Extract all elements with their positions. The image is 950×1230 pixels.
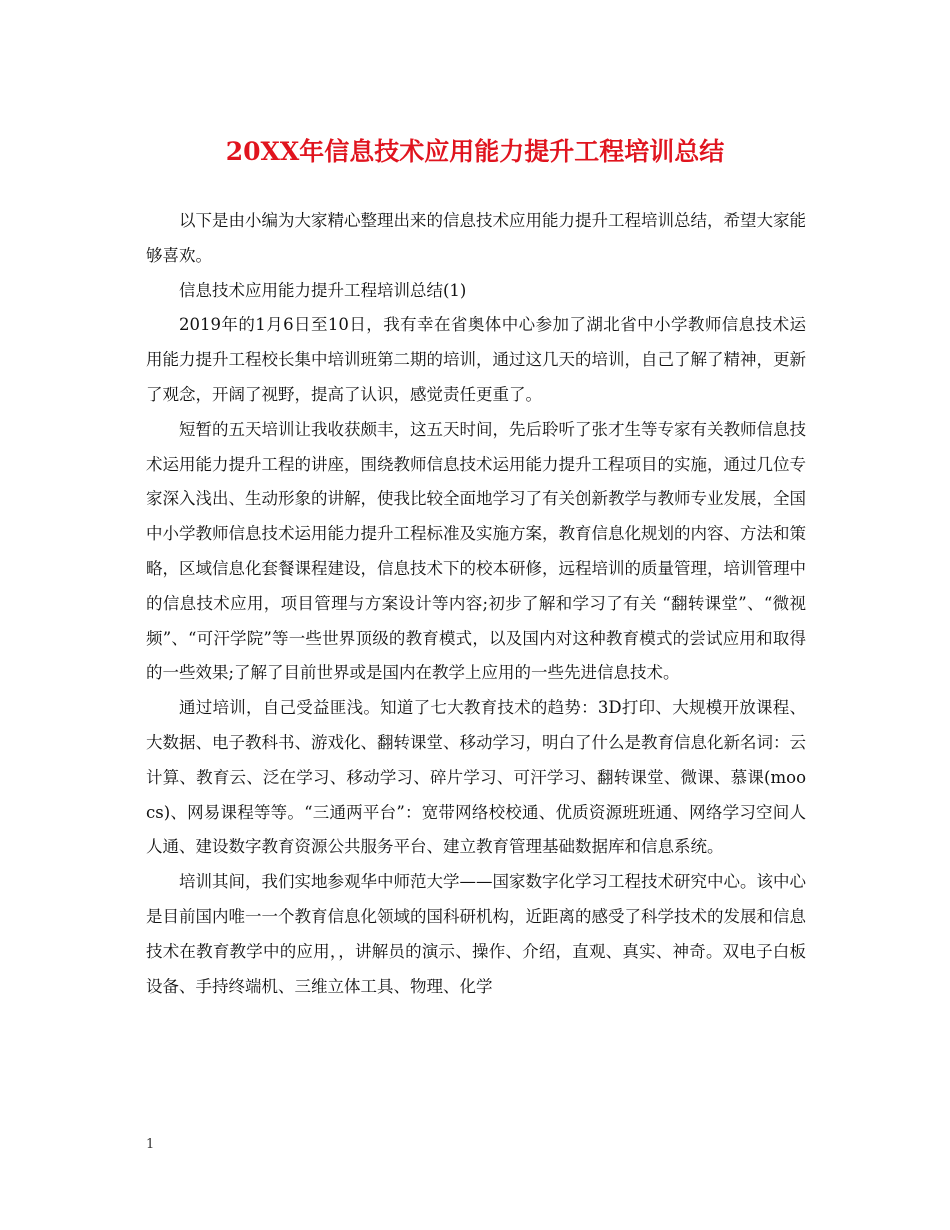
paragraph-1: 2019年的1月6日至10日，我有幸在省奥体中心参加了湖北省中小学教师信息技术运用能力提升工程校长集中培训班第二期的培训，通过这几天的培训，自己了解了精神，更新了观念，开阔了视野，提高了认识，感觉责任更重了。	[146, 315, 806, 404]
page-number: 1	[146, 1137, 155, 1152]
paragraph-intro: 以下是由小编为大家精心整理出来的信息技术应用能力提升工程培训总结，希望大家能够喜欢。	[146, 211, 806, 265]
paragraph-4: 培训其间，我们实地参观华中师范大学——国家数字化学习工程技术研究中心。该中心是目前国内唯一一个教育信息化领域的国科研机构，近距离的感受了科学技术的发展和信息技术在教育教学中的应用，，讲解员的演示、操作、介绍，直观、真实、神奇。双电子白板设备、手持终端机、三维立体工具、物理、化学	[146, 872, 806, 996]
document-body	[146, 204, 806, 1004]
paragraph-2: 短暂的五天培训让我收获颇丰，这五天时间，先后聆听了张才生等专家有关教师信息技术运用能力提升工程的讲座，围绕教师信息技术运用能力提升工程项目的实施，通过几位专家深入浅出、生动形象的讲解，使我比较全面地学习了有关创新教学与教师专业发展，全国中小学教师信息技术运用能力提升工程标准及实施方案，教育信息化规划的内容、方法和策略，区域信息化套餐课程建设，信息技术下的校本研修，远程培训的质量管理，培训管理中的信息技术应用，项目管理与方案设计等内容;初步了解和学习了有关 “翻转课堂”、“微视频”、“可汗学院”等一些世界顶级的教育模式，以及国内对这种教育模式的尝试应用和取得的一些效果;了解了目前世界或是国内在教学上应用的一些先进信息技术。	[146, 419, 806, 683]
paragraph-subheading: 信息技术应用能力提升工程培训总结(1)	[179, 280, 467, 300]
paragraph-3: 通过培训，自己受益匪浅。知道了七大教育技术的趋势：3D打印、大规模开放课程、大数据、电子教科书、游戏化、翻转课堂、移动学习，明白了什么是教育信息化新名词：云计算、教育云、泛在学习、移动学习、碎片学习、可汗学习、翻转课堂、微课、慕课(moocs)、网易课程等等。“三通两平台”：宽带网络校校通、优质资源班班通、网络学习空间人人通、建设数字教育资源公共服务平台、建立教育管理基础数据库和信息系统。	[146, 698, 806, 857]
document-title: 20XX年信息技术应用能力提升工程培训总结	[225, 137, 725, 166]
